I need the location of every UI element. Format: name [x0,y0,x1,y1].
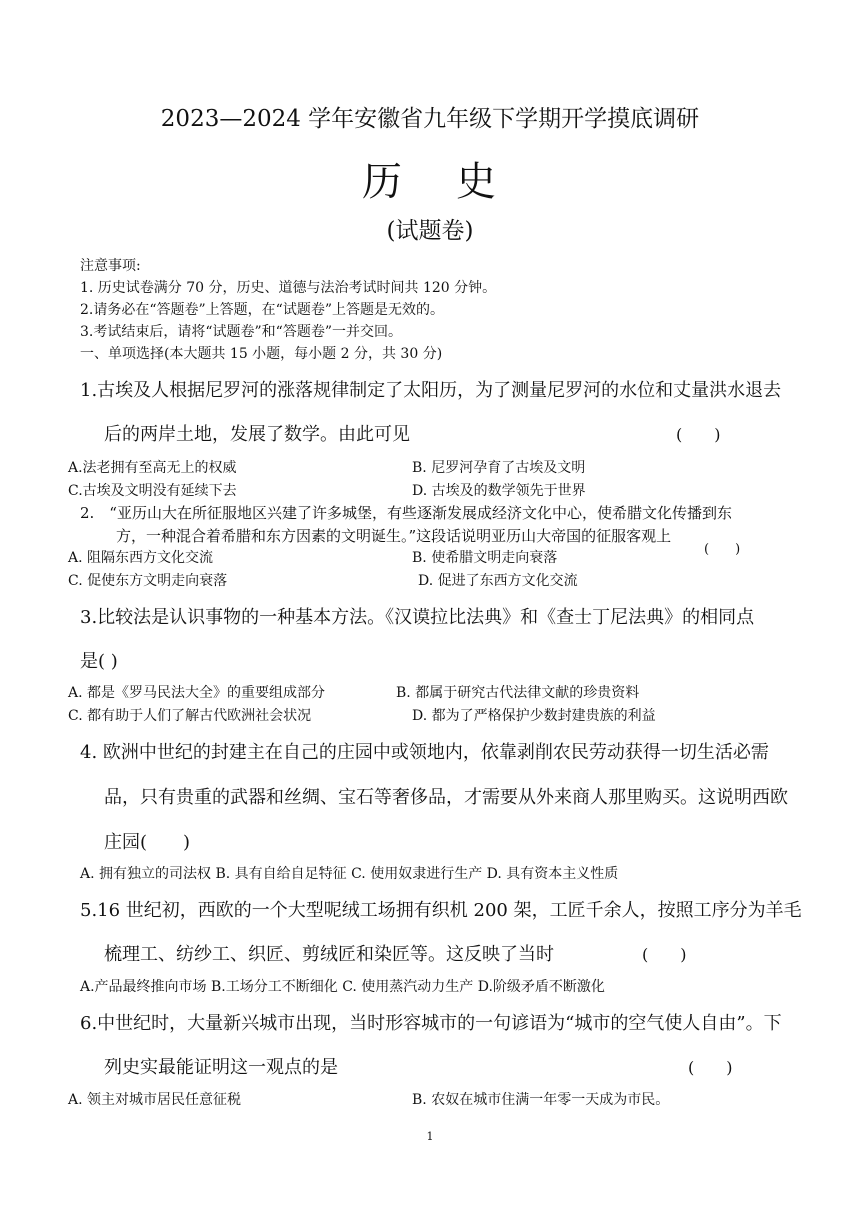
question-4-line-2: 品，只有贵重的武器和丝绸、宝石等奢侈品，才需要从外来商人那里购买。这说明西欧 [104,787,788,808]
option-a: A. 领主对城市居民任意征税 [68,1092,242,1108]
note-item: 2.请务必在“答题卷”上答题，在“试题卷”上答题是无效的。 [80,302,444,318]
notes-heading: 注意事项: [80,258,141,274]
page-number: 1 [426,1130,434,1143]
subject-char-2: 史 [456,159,498,205]
options-row: A. 拥有独立的司法权 B. 具有自给自足特征 C. 使用奴隶进行生产 D. 具有资本主义性质 [80,866,619,882]
question-1-line-2: 后的两岸土地，发展了数学。由此可见 [104,424,410,445]
question-6-line-1: 6.中世纪时，大量新兴城市出现，当时形容城市的一句谚语为“城市的空气使人自由”。下 [80,1013,782,1034]
answer-bracket: ( ) [704,542,741,557]
option-d: D. 促进了东西方文化交流 [418,573,578,589]
option-b: B. 尼罗河孕育了古埃及文明 [412,460,586,476]
option-a: A.法老拥有至高无上的权威 [68,460,237,476]
option-a: A. 都是《罗马民法大全》的重要组成部分 [68,685,326,701]
option-b: B. 都属于研究古代法律文献的珍贵资料 [396,685,640,701]
question-5-line-2: 梳理工、纺纱工、织匠、剪绒匠和染匠等。这反映了当时 [104,944,554,965]
option-b: B. 使希腊文明走向衰落 [412,550,558,566]
answer-bracket: ( ) [688,1058,733,1077]
question-6-line-2: 列史实最能证明这一观点的是 [104,1057,338,1078]
subject-char-1: 历 [362,159,404,205]
option-c: C. 都有助于人们了解古代欧洲社会状况 [68,708,312,724]
note-item: 3.考试结束后，请将“试题卷”和“答题卷”一并交回。 [80,324,402,340]
option-c: C. 促使东方文明走向衰落 [68,573,228,589]
question-4-line-3: 庄园( ) [104,832,191,853]
option-d: D. 都为了严格保护少数封建贵族的利益 [412,708,656,724]
question-3-line-2: 是( ) [80,651,118,672]
section-heading: 一、单项选择(本大题共 15 小题，每小题 2 分，共 30 分) [80,346,443,362]
question-4-line-1: 4. 欧洲中世纪的封建主在自己的庄园中或领地内，依靠剥削农民劳动获得一切生活必需 [80,742,769,763]
answer-bracket: ( ) [676,425,721,444]
question-1-line-1: 1.古埃及人根据尼罗河的涨落规律制定了太阳历，为了测量尼罗河的水位和丈量洪水退去 [80,380,782,401]
paper-type: (试题卷) [386,218,474,244]
question-2-line-2: 方，一种混合着希腊和东方因素的文明诞生。”这段话说明亚历山大帝国的征服客观上 [116,527,672,545]
exam-title: 2023—2024 学年安徽省九年级下学期开学摸底调研 [160,106,700,132]
question-5-line-1: 5.16 世纪初，西欧的一个大型呢绒工场拥有织机 200 架，工匠千余人，按照工序分为羊毛 [80,900,802,921]
answer-bracket: ( ) [642,945,687,964]
options-row: A.产品最终推向市场 B.工场分工不断细化 C. 使用蒸汽动力生产 D.阶级矛盾不断激化 [80,979,605,995]
note-item: 1. 历史试卷满分 70 分，历史、道德与法治考试时间共 120 分钟。 [80,280,497,296]
option-b: B. 农奴在城市住满一年零一天成为市民。 [412,1092,670,1108]
subject-title [0,150,860,207]
question-3-line-1: 3.比较法是认识事物的一种基本方法。《汉谟拉比法典》和《查士丁尼法典》的相同点 [80,607,755,628]
option-d: D. 古埃及的数学领先于世界 [412,483,586,499]
question-2-line-1: 2. “亚历山大在所征服地区兴建了许多城堡，有些逐渐发展成经济文化中心，使希腊文化传播到东 [80,504,732,522]
option-c: C.古埃及文明没有延续下去 [68,483,237,499]
option-a: A. 阻隔东西方文化交流 [68,550,214,566]
